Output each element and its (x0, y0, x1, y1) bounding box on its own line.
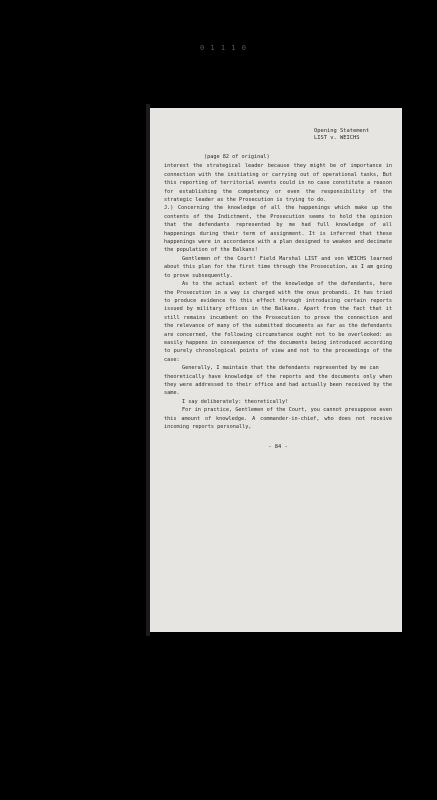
paragraph-knowledge: J.) Concerning the knowledge of all the happenings which make up the contents of the Indictment, the Prosecution seems to hold the opinion that the defendants represented by me had full knowledge of all happenings during their term of assignment. It is inferred that these happenings were in accordance with a plan designed to weaken and decimate the population of the Balkans! (164, 205, 392, 254)
paragraph-continuation: interest the strategical leader because they might be of importance in connection with the initiating or carrying out of operational tasks, But this reporting of territorial events could in no case constitute a reason for establishing the competency or even the responsibility of the strategic leader as the Prosecution is trying to do. (164, 163, 392, 204)
paragraph-first-time: Gentlemen of the Court! Field Marshal LIST and von WEICHS learned about this plan for the first time through the Prosecution, as I am going to prove subsequently. (164, 255, 392, 279)
frame-marking: 0 1 1 1 0 (200, 44, 247, 52)
document-header (314, 128, 392, 141)
paragraph-maintain: Generally, I maintain that the defendants represented by me can (182, 365, 379, 372)
document-title: Opening Statement (314, 128, 370, 134)
case-name: LIST v. WEICHS (314, 134, 360, 141)
page-number: - 84 - (268, 444, 288, 451)
paragraph-deliberately: I say deliberately: theoretically! (182, 398, 289, 405)
paragraph-extent: As to the actual extent of the knowledge of the defendants, here the Prosecution in a way is charged with the onus probandi. It has tried to produce evidence to this effect through introducing certain reports issued by military offices in the Balkans. Apart from the fact that it still remains incumbent on the Prosecution to prove the connection and the relevance of many of the submitted documents as far as the defendants are concerned, the following circumstance ought not to be overlooked: as easily happens in consequence of the documents being introduced according to purely chronological points of view and not to the proceedings of the case: (164, 281, 392, 363)
paragraph-theoretically: theoretically have knowledge of the reports and the documents only when they were addressed to their office and had actually been received by the same. (164, 373, 392, 397)
paragraph-practice: For in practice, Gentlemen of the Court, you cannot presuppose even this amount of knowledge. A commander-in-chief, who does not receive incoming reports personally, (164, 407, 392, 430)
original-page-reference: (page 82 of original) (204, 154, 270, 160)
document-page (150, 108, 402, 632)
